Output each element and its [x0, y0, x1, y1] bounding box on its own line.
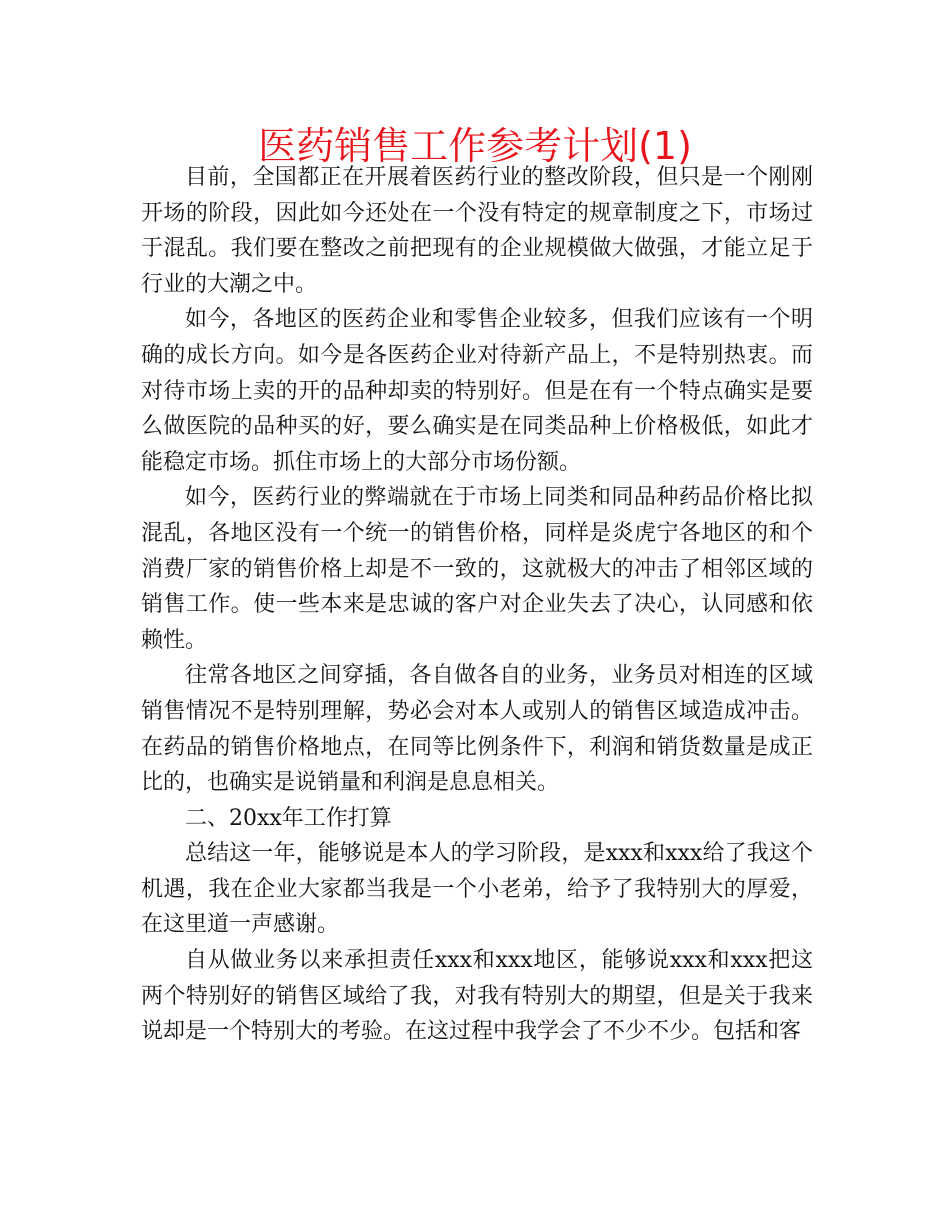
- document-title: 医药销售工作参考计划(1): [258, 124, 692, 168]
- paragraph: 自从做业务以来承担责任xxx和xxx地区，能够说xxx和xxx把这两个特别好的销售区域给了我，对我有特别大的期望，但是关于我来说却是一个特别大的考验。在这过程中我学会了不少不少。包括和客: [141, 948, 813, 1045]
- paragraph: 如今，医药行业的弊端就在于市场上同类和同品种药品价格比拟混乱，各地区没有一个统一的销售价格，同样是炎虎宁各地区的和个消费厂家的销售价格上却是不一致的，这就极大的冲击了相邻区域的销售工作。使一些本来是忠诚的客户对企业失去了决心，认同感和依赖性。: [141, 485, 813, 653]
- document-body: [141, 160, 813, 1050]
- section-heading: 二、20xx年工作打算: [185, 805, 392, 831]
- paragraph: 总结这一年，能够说是本人的学习阶段，是xxx和xxx给了我这个机遇，我在企业大家都当我是一个小老弟，给予了我特别大的厚爱，在这里道一声感谢。: [141, 841, 813, 938]
- paragraph: 往常各地区之间穿插，各自做各自的业务，业务员对相连的区域销售情况不是特别理解，势必会对本人或别人的销售区域造成冲击。在药品的销售价格地点，在同等比例条件下，利润和销货数量是成正比的，也确实是说销量和利润是息息相关。: [141, 663, 813, 796]
- paragraph: 如今，各地区的医药企业和零售企业较多，但我们应该有一个明确的成长方向。如今是各医药企业对待新产品上，不是特别热衷。而对待市场上卖的开的品种却卖的特别好。但是在有一个特点确实是要么做医院的品种买的好，要么确实是在同类品种上价格极低，如此才能稳定市场。抓住市场上的大部分市场份额。: [141, 307, 813, 475]
- paragraph: 目前，全国都正在开展着医药行业的整改阶段，但只是一个刚刚开场的阶段，因此如今还处在一个没有特定的规章制度之下，市场过于混乱。我们要在整改之前把现有的企业规模做大做强，才能立足于行业的大潮之中。: [141, 165, 813, 297]
